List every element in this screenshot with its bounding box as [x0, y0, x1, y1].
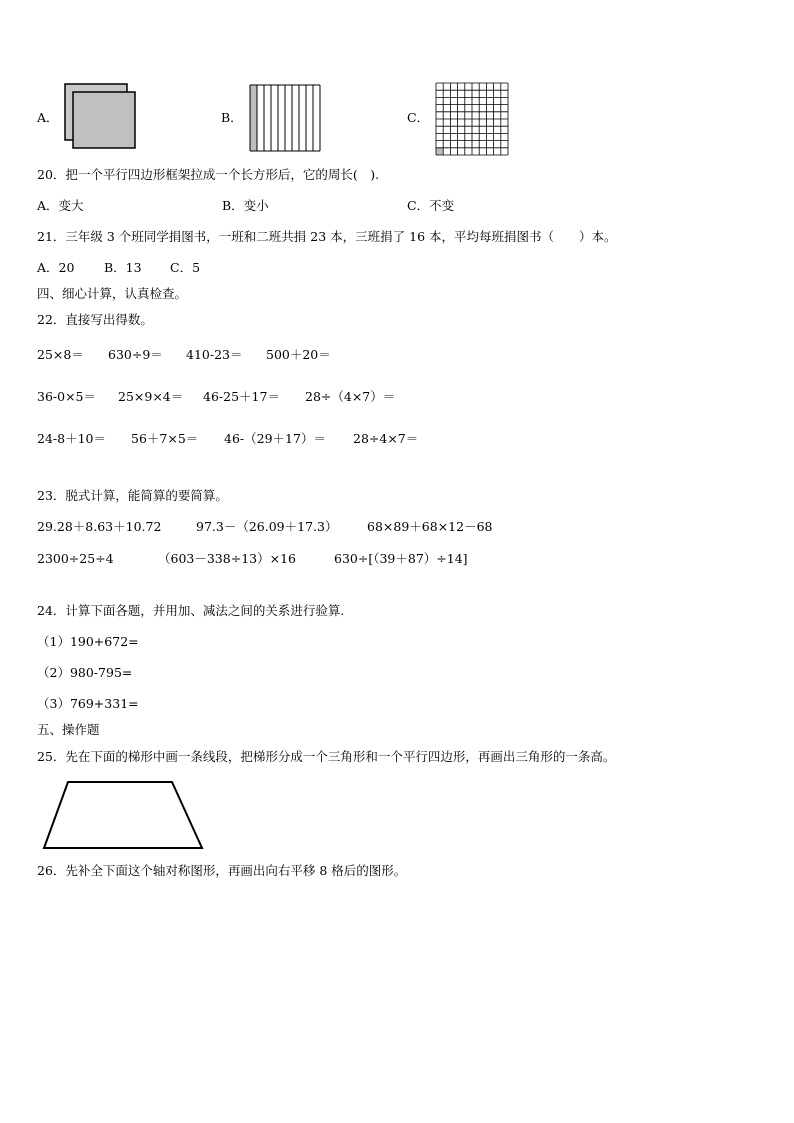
- shaded-cell: [436, 148, 443, 155]
- section-5-heading: 五、操作题: [37, 722, 100, 737]
- q23-r1-c2: 97.3－（26.09＋17.3）: [196, 519, 338, 534]
- q22-r2-c2: 25×9×4＝: [118, 389, 184, 404]
- option-b-label: B．: [221, 110, 243, 125]
- q20-option-a: A．变大: [37, 198, 84, 213]
- q21-option-a: A．20: [37, 260, 75, 275]
- q22-r3-c4: 28÷4×7＝: [353, 431, 419, 446]
- q22-stem: 22．直接写出得数。: [37, 312, 153, 327]
- q21-stem: 21．三年级 3 个班同学捐图书，一班和二班共捐 23 本，三班捐了 16 本，平均每班捐图书（ ）本。: [37, 229, 617, 244]
- q20-option-b: B．变小: [222, 198, 269, 213]
- q23-stem: 23．脱式计算，能简算的要简算。: [37, 488, 228, 503]
- option-c-figure: [435, 82, 509, 156]
- q21-option-c: C．5: [170, 260, 201, 275]
- q22-r1-c4: 500＋20＝: [266, 347, 331, 362]
- q24-item-2: （2）980-795=: [37, 665, 133, 680]
- shaded-strip: [250, 85, 257, 151]
- option-b-figure: [248, 84, 324, 154]
- q24-item-1: （1）190+672=: [37, 634, 139, 649]
- option-a-label: A．: [37, 110, 59, 125]
- q22-r1-c3: 410-23＝: [186, 347, 243, 362]
- q22-r2-c3: 46-25＋17＝: [203, 389, 280, 404]
- q23-r1-c1: 29.28＋8.63＋10.72: [37, 519, 162, 534]
- q23-r1-c3: 68×89＋68×12－68: [367, 519, 493, 534]
- q20-option-c: C．不变: [407, 198, 455, 213]
- q22-r3-c2: 56＋7×5＝: [131, 431, 199, 446]
- q24-stem: 24．计算下面各题，并用加、减法之间的关系进行验算.: [37, 603, 345, 618]
- q20-stem: 20．把一个平行四边形框架拉成一个长方形后，它的周长( ).: [37, 167, 380, 182]
- q23-r2-c1: 2300÷25÷4: [37, 551, 114, 566]
- q25-stem: 25．先在下面的梯形中画一条线段，把梯形分成一个三角形和一个平行四边形，再画出三角形的一条高。: [37, 749, 616, 764]
- option-c-label: C．: [407, 110, 430, 125]
- q23-r2-c3: 630÷[（39＋87）÷14]: [334, 551, 468, 566]
- q23-r2-c2: （603－338÷13）×16: [158, 551, 296, 566]
- q22-r3-c1: 24-8＋10＝: [37, 431, 106, 446]
- option-a-figure: [62, 82, 138, 150]
- trapezoid-figure: [42, 780, 206, 852]
- q26-stem: 26．先补全下面这个轴对称图形，再画出向右平移 8 格后的图形。: [37, 863, 407, 878]
- q21-option-b: B．13: [104, 260, 142, 275]
- section-4-heading: 四、细心计算，认真检查。: [37, 286, 188, 301]
- q24-item-3: （3）769+331=: [37, 696, 139, 711]
- q22-r2-c4: 28÷（4×7）＝: [305, 389, 396, 404]
- q22-r1-c2: 630÷9＝: [108, 347, 163, 362]
- q22-r1-c1: 25×8＝: [37, 347, 84, 362]
- q22-r2-c1: 36-0×5＝: [37, 389, 97, 404]
- q22-r3-c3: 46-（29＋17）＝: [224, 431, 326, 446]
